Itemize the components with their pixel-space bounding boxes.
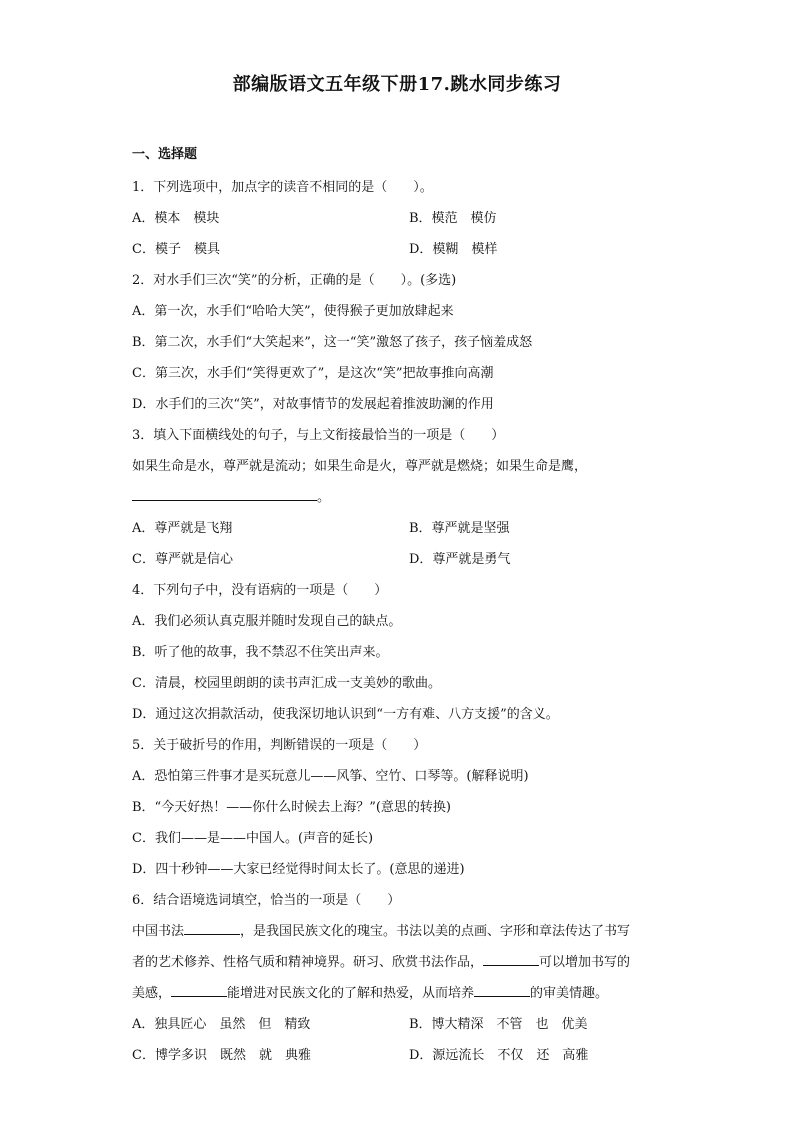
q6-option-d: D．源远流长 不仅 还 高雅	[409, 1048, 589, 1063]
question-3-options-row-2	[132, 544, 672, 575]
q6-text: 者的艺术修养、性格气质和精神境界。研习、欣赏书法作品，	[132, 955, 484, 970]
q4-option-d: D．通过这次捐款活动，使我深切地认识到“一方有难、八方支援”的含义。	[132, 707, 559, 722]
question-6-options-row-1	[132, 1009, 672, 1040]
q5-option-b: B．“今天好热！——你什么时候去上海？”(意思的转换)	[132, 800, 451, 815]
q6-option-a: A．独具匠心 虽然 但 精致	[132, 1017, 311, 1032]
question-1-options-row-2	[132, 234, 672, 265]
q1-option-a: A．模本 模块	[132, 211, 220, 226]
question-3-options-row-1	[132, 513, 672, 544]
answer-blank	[184, 922, 240, 935]
q6-text: 中国书法	[132, 924, 185, 939]
question-3-text-end: 。	[317, 490, 331, 505]
q3-option-b: B．尊严就是坚强	[409, 521, 510, 536]
q4-option-a: A．我们必须认真克服并随时发现自己的缺点。	[132, 614, 402, 629]
q5-option-c: C．我们——是——中国人。(声音的延长)	[132, 831, 374, 846]
q3-option-d: D．尊严就是勇气	[409, 552, 511, 567]
q1-option-b: B．模范 模仿	[409, 211, 497, 226]
q5-option-a: A．恐怕第三件事才是买玩意儿——风筝、空竹、口琴等。(解释说明)	[132, 769, 529, 784]
answer-blank	[483, 953, 539, 966]
q6-text: 能增进对民族文化的了解和热爱，从而培养	[227, 986, 475, 1001]
question-1-options-row-1	[132, 203, 672, 234]
answer-blank	[474, 984, 530, 997]
question-3-blank-line	[132, 482, 672, 513]
q4-option-b: B．听了他的故事，我不禁忍不住笑出声来。	[132, 645, 389, 660]
answer-blank	[171, 984, 227, 997]
question-1-stem: 1．下列选项中，加点字的读音不相同的是（ ）。	[132, 180, 433, 195]
question-4-stem: 4．下列句子中，没有语病的一项是（ ）	[132, 583, 388, 598]
answer-blank	[132, 486, 317, 501]
q2-option-d: D．水手们的三次“笑”，对故事情节的发展起着推波助澜的作用	[132, 397, 494, 412]
q6-text: 美感，	[132, 986, 172, 1001]
question-6-stem: 6．结合语境选词填空，恰当的一项是（ ）	[132, 893, 401, 908]
section-heading: 一、选择题	[132, 147, 198, 162]
q6-text: 可以增加书写的	[539, 955, 631, 970]
q2-option-a: A．第一次，水手们“哈哈大笑”，使得猴子更加放肆起来	[132, 304, 454, 319]
question-6-options-row-2	[132, 1040, 672, 1071]
q3-option-c: C．尊严就是信心	[132, 552, 233, 567]
q2-option-b: B．第二次，水手们“大笑起来”，这一“笑”激怒了孩子，孩子恼羞成怒	[132, 335, 533, 350]
worksheet-content	[132, 146, 672, 1071]
question-6-paragraph-line-3	[132, 978, 672, 1009]
question-2-stem: 2．对水手们三次“笑”的分析，正确的是（ ）。(多选)	[132, 273, 457, 288]
q6-text: ，是我国民族文化的瑰宝。书法以美的点画、字形和章法传达了书写	[240, 924, 631, 939]
q6-text: 的审美情趣。	[530, 986, 609, 1001]
q4-option-c: C．清晨，校园里朗朗的读书声汇成一支美妙的歌曲。	[132, 676, 441, 691]
q6-option-c: C．博学多识 既然 就 典雅	[132, 1048, 311, 1063]
q5-option-d: D．四十秒钟——大家已经觉得时间太长了。(意思的递进)	[132, 862, 465, 877]
page-title: 部编版语文五年级下册17.跳水同步练习	[232, 74, 562, 95]
q6-option-b: B．博大精深 不管 也 优美	[409, 1017, 588, 1032]
q1-option-c: C．模子 模具	[132, 242, 220, 257]
question-3-stem: 3．填入下面横线处的句子，与上文衔接最恰当的一项是（ ）	[132, 428, 505, 443]
q3-option-a: A．尊严就是飞翔	[132, 521, 233, 536]
question-5-stem: 5．关于破折号的作用，判断错误的一项是（ ）	[132, 738, 427, 753]
q1-option-d: D．模糊 模样	[409, 242, 498, 257]
question-6-paragraph-line-2	[132, 947, 672, 978]
question-3-text: 如果生命是水，尊严就是流动；如果生命是火，尊严就是燃烧；如果生命是鹰，	[132, 459, 588, 474]
q2-option-c: C．第三次，水手们“笑得更欢了”，是这次“笑”把故事推向高潮	[132, 366, 494, 381]
question-6-paragraph-line-1	[132, 916, 672, 947]
